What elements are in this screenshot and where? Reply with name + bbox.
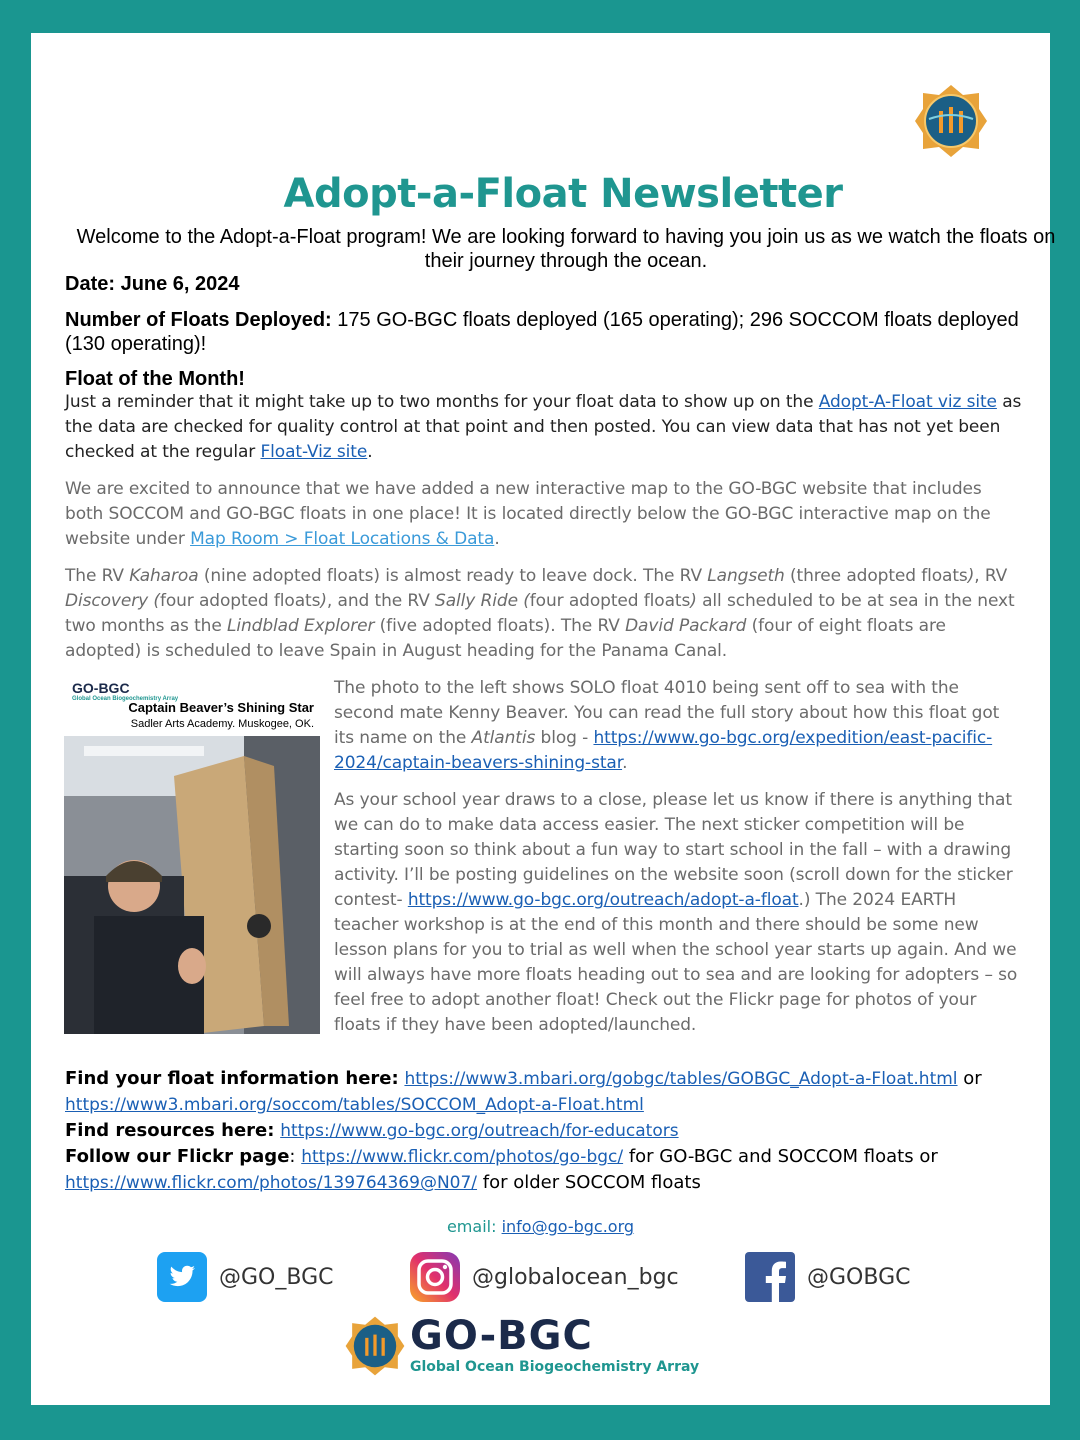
footer-tagline: Global Ocean Biogeochemistry Array bbox=[410, 1359, 700, 1375]
school-text-2: .) The 2024 EARTH teacher workshop is at the end of this month and there should be some new lesson plans for you to trial as well when the school year starts up again. And we will always have more floats heading out to sea and are looking for adopters – so feel free to adopt another float! Check out the Flickr page for photos of your floats if they have been adopted/launched. bbox=[334, 890, 1018, 1035]
ships-text: all scheduled to be at sea in the next two months as the bbox=[65, 591, 1015, 636]
ships-text: four adopted floats bbox=[529, 591, 691, 611]
flickr-text-2: for older SOCCOM floats bbox=[477, 1172, 701, 1193]
email-link[interactable]: info@go-bgc.org bbox=[501, 1217, 635, 1236]
footer-logo bbox=[344, 1313, 764, 1383]
ships-text: , RV bbox=[974, 566, 1008, 586]
twitter-handle: @GO_BGC bbox=[219, 1264, 334, 1290]
captain-beaver-story-link[interactable]: https://www.go-bgc.org/expedition/east-pacific-2024/captain-beavers-shining-star bbox=[334, 728, 993, 773]
footer-brand: GO-BGC bbox=[410, 1313, 593, 1359]
map-room-link[interactable]: Map Room > Float Locations & Data bbox=[190, 529, 495, 549]
school-year-paragraph bbox=[334, 788, 1024, 1038]
photo-header bbox=[64, 676, 320, 736]
ship-name: David Packard bbox=[625, 616, 747, 636]
ships-text: The RV bbox=[65, 566, 130, 586]
float-viz-link[interactable]: Float-Viz site bbox=[260, 442, 368, 462]
flickr-soccom-link[interactable]: https://www.flickr.com/photos/139764369@N07/ bbox=[65, 1173, 478, 1193]
ships-text: four adopted floats bbox=[159, 591, 321, 611]
ship-name: Discovery ( bbox=[65, 591, 160, 611]
ships-text: , and the RV bbox=[326, 591, 436, 611]
flickr-label: Follow our Flickr page bbox=[65, 1146, 290, 1167]
photo-logo bbox=[72, 680, 178, 702]
school-text: As your school year draws to a close, please let us know if there is anything that we can do to make data access easier. The next sticker competition will be starting soon so think about a fun way to start school in the fall – with a drawing activity. I’ll be posting guidelines on the website soon (scroll down for the sticker contest- bbox=[334, 790, 1013, 910]
map-announcement-paragraph bbox=[65, 477, 1025, 552]
reminder-text: Just a reminder that it might take up to two months for your float data to show up on the bbox=[65, 392, 819, 412]
ships-text: (four of eight floats are adopted) is scheduled to leave Spain in August heading for the Panama Canal. bbox=[65, 616, 946, 661]
adopt-a-float-page-link[interactable]: https://www.go-bgc.org/outreach/adopt-a-float bbox=[407, 890, 799, 910]
newsletter-page bbox=[31, 33, 1056, 1405]
story-ship-name: Atlantis bbox=[471, 728, 536, 748]
reminder-text-3: . bbox=[367, 442, 373, 462]
flickr-colon: : bbox=[289, 1146, 302, 1167]
newsletter-title: Adopt-a-Float Newsletter bbox=[283, 171, 843, 217]
ships-text: (three adopted floats bbox=[784, 566, 968, 586]
ship-name: Kaharoa bbox=[129, 566, 199, 586]
facebook-handle-group[interactable] bbox=[745, 1251, 910, 1303]
ships-text: (five adopted floats). The RV bbox=[374, 616, 626, 636]
twitter-icon bbox=[157, 1252, 207, 1302]
floats-deployed bbox=[65, 308, 1025, 356]
email-line bbox=[31, 1217, 1050, 1236]
links-section bbox=[65, 1066, 1035, 1196]
reminder-paragraph bbox=[65, 390, 1025, 465]
newsletter-date: Date: June 6, 2024 bbox=[65, 273, 240, 295]
photo-image bbox=[64, 736, 320, 1034]
float-story-paragraph bbox=[334, 676, 1024, 776]
ships-paren: ) bbox=[967, 566, 975, 586]
floats-deployed-text: 175 GO-BGC floats deployed (165 operating); 296 SOCCOM floats deployed (130 operating)! bbox=[65, 309, 1019, 355]
twitter-handle-group[interactable] bbox=[157, 1251, 333, 1303]
or-text: or bbox=[957, 1068, 982, 1089]
ships-text: (nine adopted floats) is almost ready to leave dock. The RV bbox=[198, 566, 708, 586]
instagram-handle: @globalocean_bgc bbox=[472, 1264, 679, 1290]
resources-label: Find resources here: bbox=[65, 1120, 275, 1141]
photo-logo-sub: Global Ocean Biogeochemistry Array bbox=[72, 696, 179, 702]
instagram-icon bbox=[410, 1252, 460, 1302]
ship-name: Sally Ride ( bbox=[435, 591, 530, 611]
story-text-2: blog - bbox=[535, 728, 594, 748]
float-of-month-heading: Float of the Month! bbox=[65, 368, 245, 390]
gobgc-logo-icon bbox=[913, 83, 989, 159]
flickr-text: for GO-BGC and SOCCOM floats or bbox=[623, 1146, 938, 1167]
ship-name: Lindblad Explorer bbox=[227, 616, 375, 636]
floats-deployed-label: Number of Floats Deployed: bbox=[65, 309, 332, 331]
ships-paragraph bbox=[65, 564, 1025, 664]
welcome-text: Welcome to the Adopt-a-Float program! We are looking forward to having you join us as we watch the floats on their journey through the ocean. bbox=[76, 226, 1056, 272]
photo-logo-text: GO-BGC bbox=[72, 680, 130, 696]
story-text-3: . bbox=[622, 753, 628, 773]
soccom-adopt-table-link[interactable]: https://www3.mbari.org/soccom/tables/SOCCOM_Adopt-a-Float.html bbox=[65, 1095, 644, 1115]
instagram-handle-group[interactable] bbox=[410, 1251, 679, 1303]
reminder-text-2: as the data are checked for quality control at that point and then posted. You can view data that has not yet been checked at the regular bbox=[65, 392, 1022, 462]
facebook-icon bbox=[745, 1252, 795, 1302]
educators-link[interactable]: https://www.go-bgc.org/outreach/for-educators bbox=[280, 1121, 679, 1141]
map-text: We are excited to announce that we have added a new interactive map to the GO-BGC website that includes both SOCCOM and GO-BGC floats in one place! It is located directly below the GO-BGC interactive map on the website under bbox=[65, 479, 991, 549]
photo-caption-sub: Sadler Arts Academy. Muskogee, OK. bbox=[130, 718, 314, 730]
email-label: email: bbox=[446, 1217, 502, 1236]
adopt-a-float-viz-link[interactable]: Adopt-A-Float viz site bbox=[818, 392, 997, 412]
map-text-2: . bbox=[494, 529, 500, 549]
gobgc-adopt-table-link[interactable]: https://www3.mbari.org/gobgc/tables/GOBGC_Adopt-a-Float.html bbox=[404, 1069, 958, 1089]
photo-caption-title: Captain Beaver’s Shining Star bbox=[128, 700, 314, 715]
find-float-label: Find your float information here: bbox=[65, 1068, 399, 1089]
float-photo bbox=[64, 676, 320, 1034]
flickr-gobgc-link[interactable]: https://www.flickr.com/photos/go-bgc/ bbox=[301, 1147, 624, 1167]
ships-paren: ) bbox=[320, 591, 327, 611]
facebook-handle: @GOBGC bbox=[807, 1264, 911, 1290]
ship-name: Langseth bbox=[707, 566, 785, 586]
ships-paren: ) bbox=[690, 591, 697, 611]
gobgc-logo-icon bbox=[344, 1315, 406, 1377]
story-text: The photo to the left shows SOLO float 4010 being sent off to sea with the second mate Kenny Beaver. You can read the full story about how this float got its name on the bbox=[334, 678, 1000, 748]
